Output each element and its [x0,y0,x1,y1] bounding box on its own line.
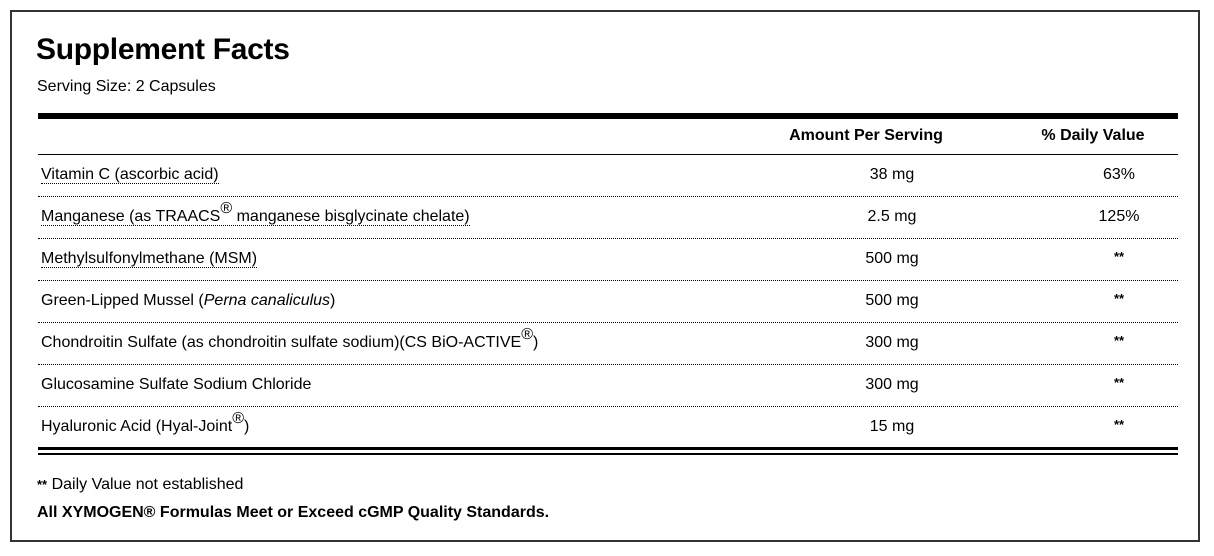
nutrient-daily-value: ** [1113,333,1125,348]
table-row [38,239,1178,281]
footnote-text: Daily Value not established [47,476,244,493]
nutrient-name: Glucosamine Sulfate Sodium Chloride [41,376,312,393]
footer-divider-top [38,447,1178,450]
nutrient-name [41,409,250,437]
nutrient-name-part: Hyaluronic Acid (Hyal-Joint [41,418,233,435]
registered-mark: ® [521,325,533,343]
nutrient-name-part: Manganese (as TRAACS [41,208,221,225]
footnote-stars: ** [37,477,48,492]
nutrient-name-part: manganese bisglycinate chelate) [232,208,470,225]
daily-value-header: % Daily Value [1041,127,1145,144]
nutrient-amount: 2.5 mg [867,208,917,225]
nutrient-amount: 500 mg [865,292,919,309]
nutrient-name-text[interactable]: Vitamin C (ascorbic acid) [41,166,219,183]
daily-value-footnote [37,475,243,495]
nutrient-name [41,165,219,185]
nutrient-name-part: ) [533,334,539,351]
footer-divider-bottom [38,453,1178,455]
nutrient-name-text[interactable] [41,199,470,226]
nutrient-daily-value: ** [1113,249,1125,264]
nutrient-name [41,325,539,353]
nutrient-name-part: ) [330,292,336,309]
amount-per-serving-header: Amount Per Serving [789,127,943,144]
nutrient-daily-value: 63% [1102,166,1136,183]
nutrient-amount: 300 mg [865,376,919,393]
nutrient-name-italic: Perna canaliculus [203,292,331,309]
table-row [38,407,1178,449]
supplement-facts-panel [10,10,1200,542]
nutrient-daily-value: 125% [1098,208,1140,225]
serving-size: Serving Size: 2 Capsules [37,78,216,95]
panel-title: Supplement Facts [36,33,290,66]
nutrient-name [41,291,335,311]
nutrient-amount: 300 mg [865,334,919,351]
registered-mark: ® [232,409,244,427]
nutrient-name [41,249,257,269]
nutrient-amount: 38 mg [869,166,915,183]
nutrient-table [38,155,1178,449]
nutrient-daily-value: ** [1113,291,1125,306]
registered-mark: ® [220,199,233,217]
nutrient-name-part: ) [243,418,250,435]
table-row [38,365,1178,407]
nutrient-name-part: Green-Lipped Mussel ( [41,292,204,309]
header-thick-divider [38,113,1178,119]
nutrient-daily-value: ** [1113,375,1125,390]
nutrient-amount: 500 mg [865,250,919,267]
table-row [38,197,1178,239]
nutrient-name [41,199,470,227]
table-row [38,155,1178,197]
nutrient-name-part: Chondroitin Sulfate (as chondroitin sulfate sodium)(CS BiO-ACTIVE [41,334,522,351]
nutrient-name-text[interactable]: Methylsulfonylmethane (MSM) [41,250,258,267]
nutrient-amount: 15 mg [869,418,915,435]
nutrient-daily-value: ** [1113,417,1125,432]
table-row [38,323,1178,365]
table-row [38,281,1178,323]
quality-statement: All XYMOGEN® Formulas Meet or Exceed cGMP Quality Standards. [37,504,550,521]
